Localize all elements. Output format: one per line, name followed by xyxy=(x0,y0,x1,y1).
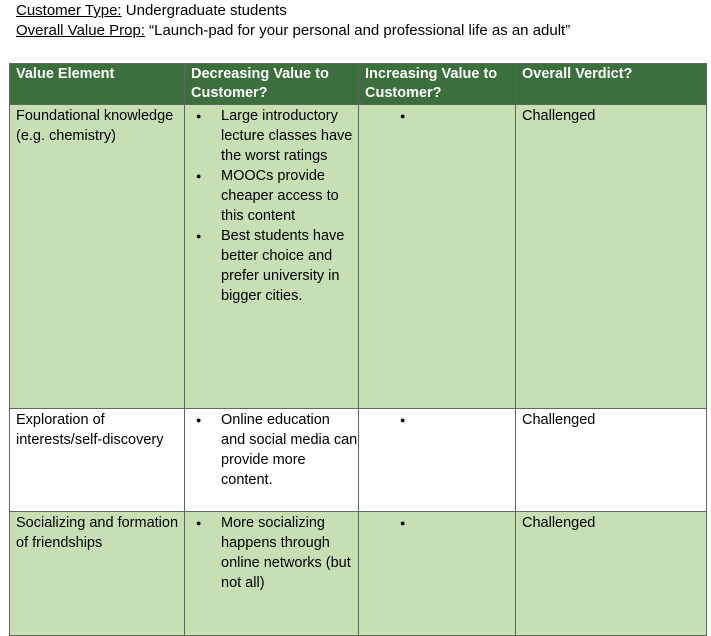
value-element-cell: Socializing and formation of friendships xyxy=(10,512,185,636)
list-item: ● Online education and social media can provide more content. xyxy=(191,410,358,490)
column-header-overall-verdict: Overall Verdict? xyxy=(516,64,707,105)
column-header-value-element: Value Element xyxy=(10,64,185,105)
decreasing-value-list xyxy=(191,410,358,490)
verdict-cell: Challenged xyxy=(516,409,707,512)
customer-type-label: Customer Type: xyxy=(16,2,122,19)
decreasing-value-cell xyxy=(185,409,359,512)
verdict-cell: Challenged xyxy=(516,105,707,409)
customer-type-value: Undergraduate students xyxy=(121,2,287,19)
value-prop-value: “Launch-pad for your personal and professional life as an adult” xyxy=(144,22,571,39)
table-header-row xyxy=(10,64,707,105)
value-element-cell: Foundational knowledge (e.g. chemistry) xyxy=(10,105,185,409)
table-row xyxy=(10,105,707,409)
value-prop-line xyxy=(16,21,570,41)
list-item: ● Best students have better choice and prefer university in bigger cities. xyxy=(191,226,358,306)
decreasing-value-list xyxy=(191,513,358,593)
column-header-increasing-value: Increasing Value to Customer? xyxy=(359,64,516,105)
empty-bullet xyxy=(365,106,515,126)
increasing-value-cell xyxy=(359,512,516,636)
value-prop-label: Overall Value Prop: xyxy=(16,22,145,39)
value-element-cell: Exploration of interests/self-discovery xyxy=(10,409,185,512)
column-header-decreasing-value: Decreasing Value to Customer? xyxy=(185,64,359,105)
table-row xyxy=(10,409,707,512)
empty-bullet xyxy=(365,513,515,533)
value-element-table xyxy=(9,63,707,636)
list-item: ● More socializing happens through online networks (but not all) xyxy=(191,513,358,593)
list-item: ● MOOCs provide cheaper access to this content xyxy=(191,166,358,226)
decreasing-value-cell xyxy=(185,105,359,409)
increasing-value-cell xyxy=(359,409,516,512)
table-row xyxy=(10,512,707,636)
empty-bullet xyxy=(365,410,515,430)
increasing-value-cell xyxy=(359,105,516,409)
document-header xyxy=(16,1,570,41)
list-item: ● Large introductory lecture classes have the worst ratings xyxy=(191,106,358,166)
verdict-cell: Challenged xyxy=(516,512,707,636)
decreasing-value-cell xyxy=(185,512,359,636)
decreasing-value-list xyxy=(191,106,358,306)
customer-type-line xyxy=(16,1,570,21)
